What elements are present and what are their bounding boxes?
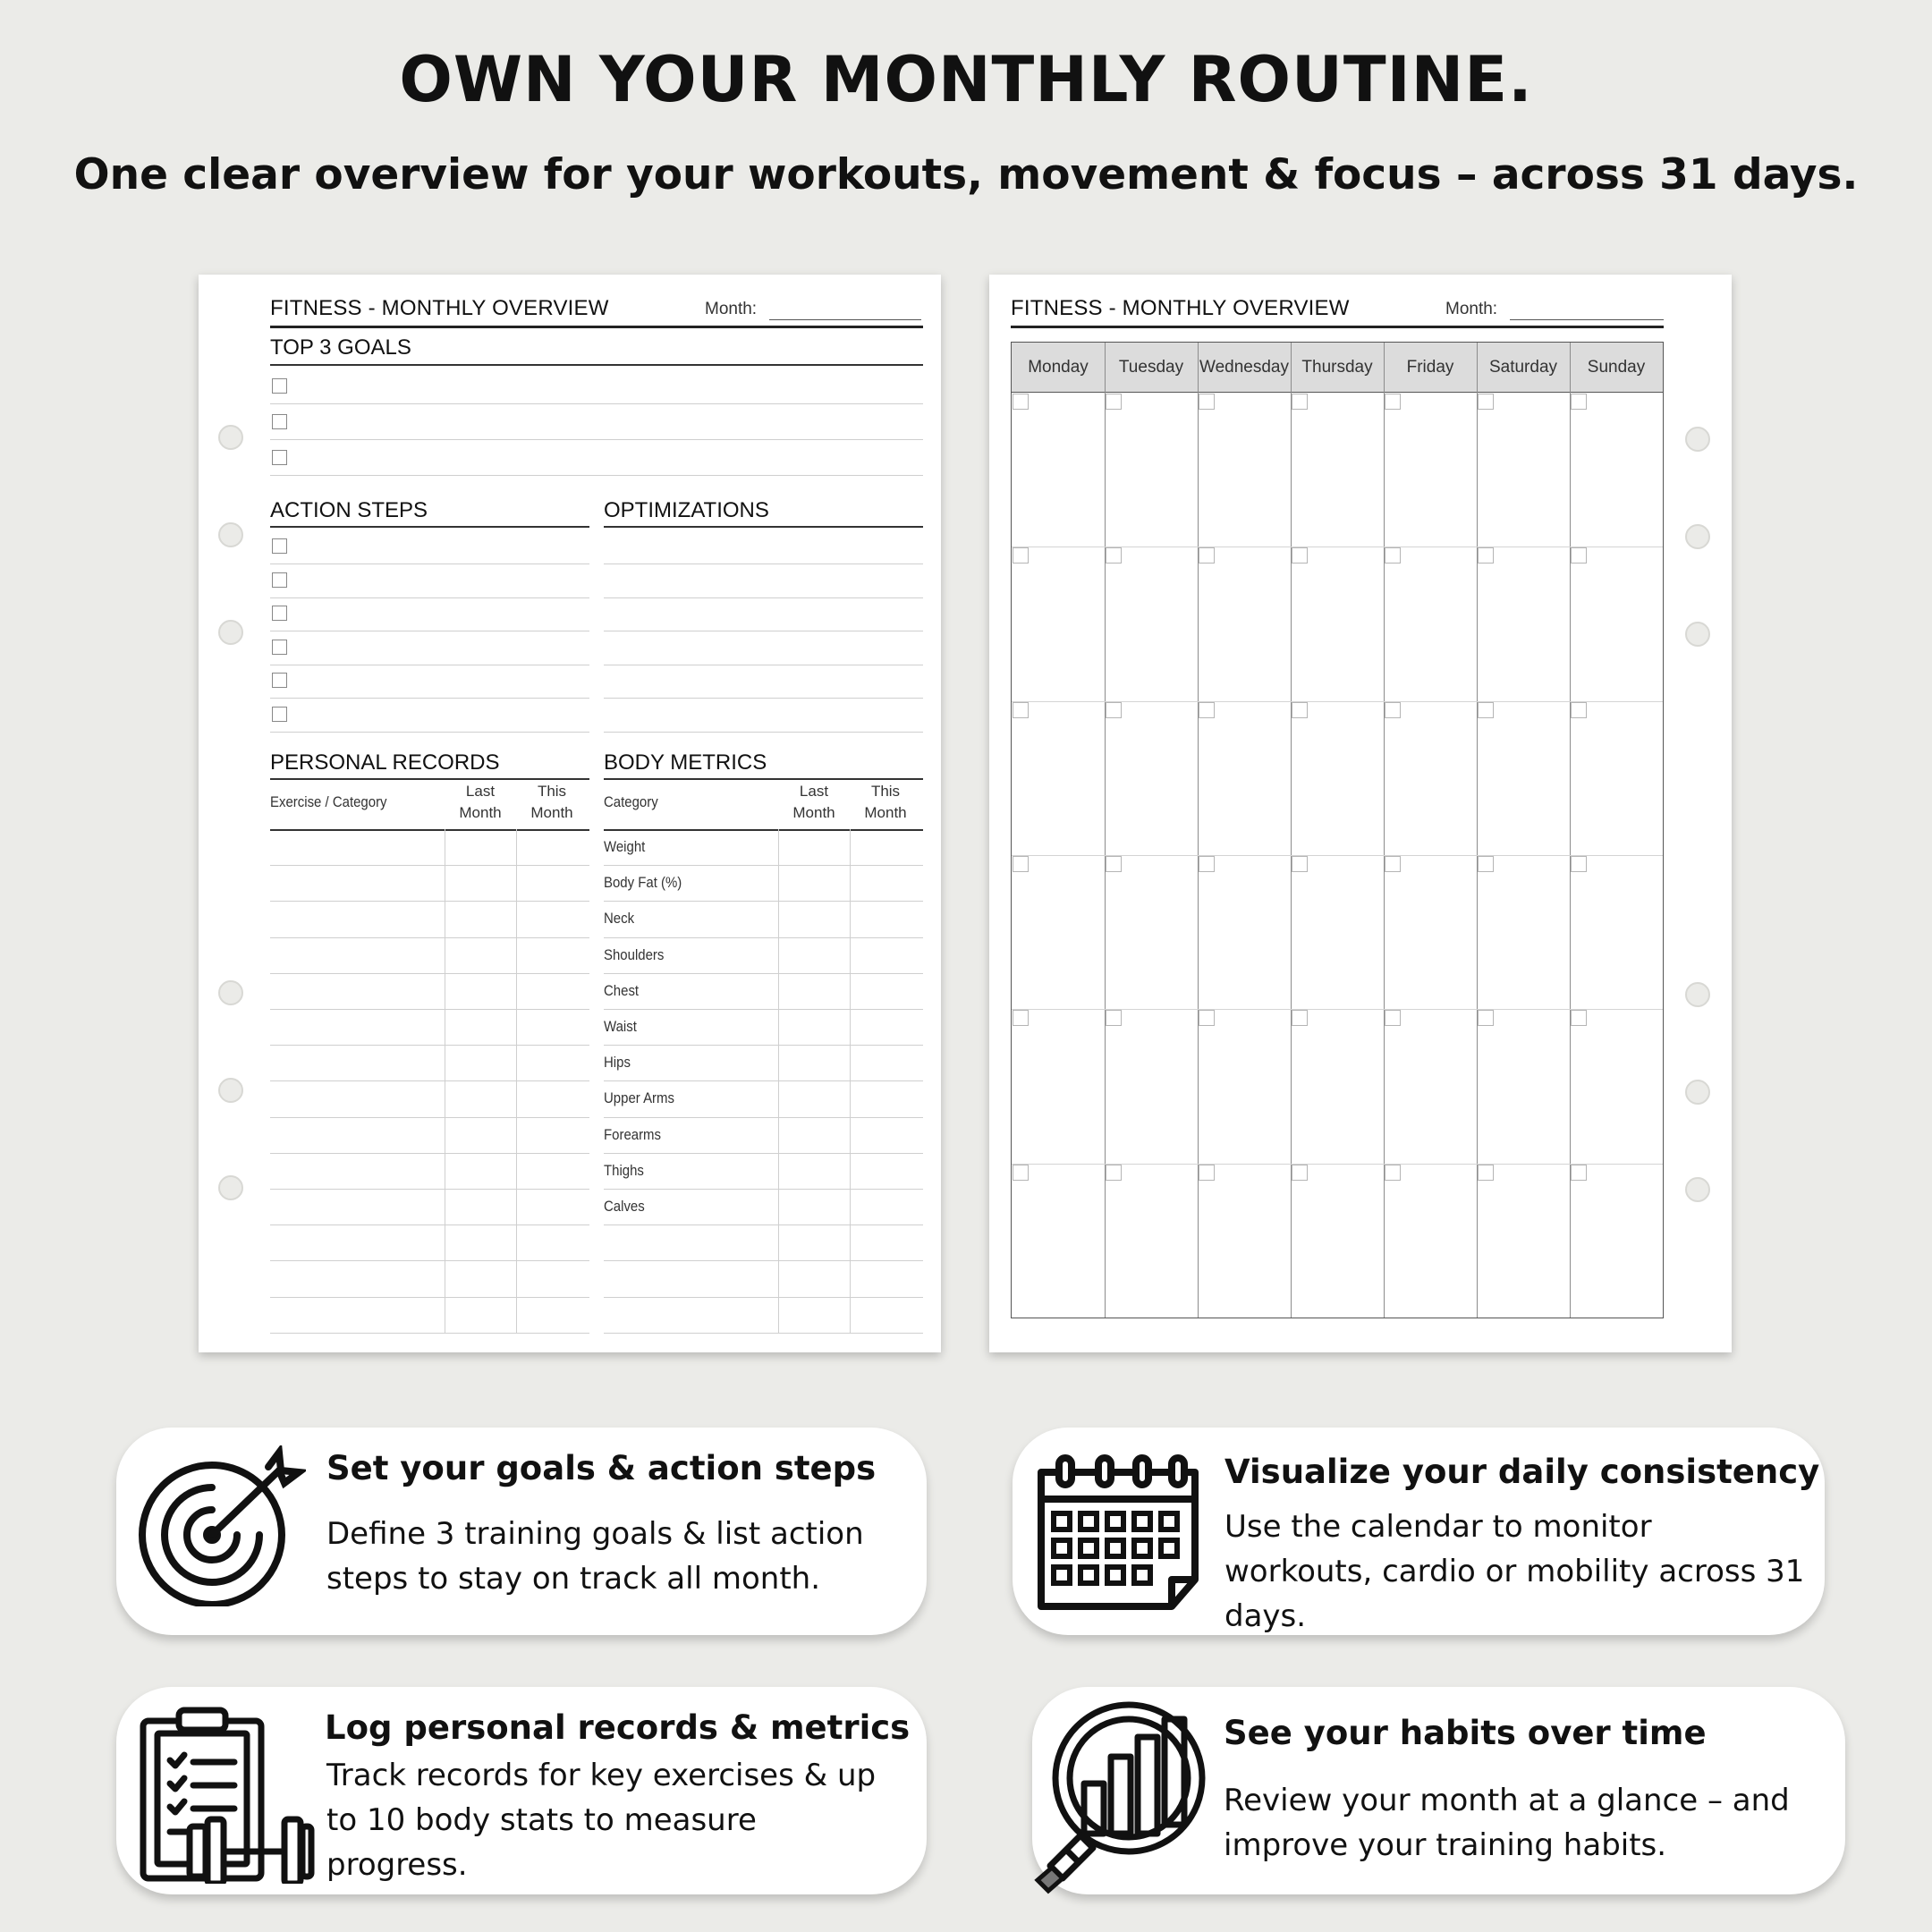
- punch-hole: [218, 620, 243, 645]
- body-metrics-title: BODY METRICS: [604, 750, 767, 775]
- calendar-day-checkbox[interactable]: [1199, 702, 1215, 718]
- col-last-month: [445, 781, 516, 824]
- punch-hole: [1685, 427, 1710, 452]
- calendar-day-checkbox[interactable]: [1385, 1165, 1401, 1181]
- monthly-calendar: [1011, 342, 1664, 1318]
- calendar-day-checkbox[interactable]: [1385, 394, 1401, 410]
- action-step-checkbox[interactable]: [272, 673, 287, 688]
- calendar-day-checkbox[interactable]: [1385, 856, 1401, 872]
- calendar-icon: [1029, 1454, 1208, 1615]
- feature-card-goals: [116, 1428, 927, 1635]
- metric-label: Upper Arms: [604, 1089, 674, 1107]
- feature-title: Set your goals & action steps: [326, 1449, 877, 1487]
- calendar-day-checkbox[interactable]: [1199, 856, 1215, 872]
- calendar-day-checkbox[interactable]: [1571, 1165, 1587, 1181]
- calendar-day-checkbox[interactable]: [1013, 856, 1029, 872]
- punch-hole: [1685, 1177, 1710, 1202]
- goal-checkbox[interactable]: [272, 378, 287, 394]
- action-step-checkbox[interactable]: [272, 640, 287, 655]
- record-row-line[interactable]: [270, 901, 589, 902]
- metric-row-line[interactable]: [604, 1045, 923, 1046]
- planner-sheet-goals: [199, 275, 941, 1352]
- record-row-line[interactable]: [270, 1297, 589, 1298]
- calendar-day-checkbox[interactable]: [1013, 1165, 1029, 1181]
- metric-label: Neck: [604, 910, 635, 928]
- calendar-day-checkbox[interactable]: [1013, 702, 1029, 718]
- calendar-day-checkbox[interactable]: [1385, 702, 1401, 718]
- table-header-rule: [270, 829, 589, 831]
- col-this-label: This: [537, 783, 567, 800]
- optimization-line[interactable]: [604, 597, 923, 598]
- record-row-line[interactable]: [270, 973, 589, 974]
- record-row-line[interactable]: [270, 937, 589, 938]
- calendar-day-thursday: Thursday: [1301, 358, 1373, 377]
- calendar-day-checkbox[interactable]: [1106, 1165, 1122, 1181]
- magnifier-chart-icon: [1032, 1701, 1211, 1894]
- action-step-line[interactable]: [270, 597, 589, 598]
- goals-title: TOP 3 GOALS: [270, 335, 411, 360]
- punch-hole: [218, 1078, 243, 1103]
- subheadline: One clear overview for your workouts, movement & focus – across 31 days.: [73, 150, 1859, 199]
- calendar-day-checkbox[interactable]: [1385, 547, 1401, 564]
- month-field[interactable]: [1510, 319, 1664, 320]
- metric-label: Chest: [604, 981, 640, 999]
- calendar-day-checkbox[interactable]: [1199, 394, 1215, 410]
- metric-row-line[interactable]: [604, 901, 923, 902]
- calendar-day-checkbox[interactable]: [1292, 547, 1308, 564]
- calendar-day-tuesday: Tuesday: [1118, 358, 1184, 377]
- col-this-month: [516, 781, 588, 824]
- table-column-divider: [778, 829, 779, 1333]
- col-last-label: Last: [465, 783, 496, 800]
- calendar-day-checkbox[interactable]: [1292, 856, 1308, 872]
- feature-title: Log personal records & metrics: [325, 1708, 911, 1747]
- table-column-divider: [516, 829, 517, 1333]
- calendar-day-checkbox[interactable]: [1199, 1165, 1215, 1181]
- goal-line[interactable]: [270, 403, 923, 404]
- calendar-day-checkbox[interactable]: [1013, 394, 1029, 410]
- metric-label: Calves: [604, 1198, 645, 1215]
- metric-row-line[interactable]: [604, 1117, 923, 1118]
- optimization-line[interactable]: [604, 732, 923, 733]
- calendar-day-checkbox[interactable]: [1292, 394, 1308, 410]
- planner-sheet-calendar: [989, 275, 1732, 1352]
- action-step-checkbox[interactable]: [272, 707, 287, 722]
- metric-row-line[interactable]: [604, 1333, 923, 1334]
- record-row-line[interactable]: [270, 1153, 589, 1154]
- calendar-day-checkbox[interactable]: [1199, 1010, 1215, 1026]
- calendar-day-checkbox[interactable]: [1478, 856, 1494, 872]
- record-row-line[interactable]: [270, 1117, 589, 1118]
- calendar-day-checkbox[interactable]: [1478, 702, 1494, 718]
- metric-label: Thighs: [604, 1161, 644, 1179]
- calendar-day-checkbox[interactable]: [1478, 1165, 1494, 1181]
- section-rule: [604, 778, 923, 780]
- calendar-day-checkbox[interactable]: [1106, 394, 1122, 410]
- calendar-day-friday: Friday: [1406, 358, 1454, 377]
- record-row-line[interactable]: [270, 865, 589, 866]
- title-rule: [270, 326, 923, 328]
- record-row-line[interactable]: [270, 1045, 589, 1046]
- section-rule: [270, 364, 923, 366]
- calendar-day-checkbox[interactable]: [1106, 547, 1122, 564]
- col-month-label: Month: [792, 804, 835, 821]
- calendar-day-checkbox[interactable]: [1013, 1010, 1029, 1026]
- punch-hole: [218, 1175, 243, 1200]
- calendar-day-checkbox[interactable]: [1199, 547, 1215, 564]
- metric-row-line[interactable]: [604, 1189, 923, 1190]
- feature-card-records: [116, 1687, 927, 1894]
- clipboard-dumbbell-icon: [136, 1705, 315, 1884]
- col-this-label: This: [870, 783, 901, 800]
- table-column-divider: [850, 829, 851, 1333]
- metric-label: Shoulders: [604, 945, 665, 963]
- col-month-label: Month: [864, 804, 907, 821]
- punch-hole: [1685, 982, 1710, 1007]
- punch-hole: [218, 522, 243, 547]
- calendar-day-checkbox[interactable]: [1292, 1010, 1308, 1026]
- feature-text: Use the calendar to monitor workouts, cardio or mobility across 31 days.: [1224, 1509, 1805, 1634]
- feature-card-habits: [1032, 1687, 1845, 1894]
- calendar-day-checkbox[interactable]: [1106, 702, 1122, 718]
- col-category: Category: [604, 793, 658, 810]
- metric-label: Weight: [604, 838, 646, 855]
- month-label: Month:: [1445, 300, 1498, 318]
- feature-text: Review your month at a glance – and improve your training habits.: [1224, 1783, 1790, 1863]
- col-month-label: Month: [459, 804, 502, 821]
- calendar-day-checkbox[interactable]: [1106, 1010, 1122, 1026]
- punch-hole: [1685, 1080, 1710, 1105]
- sheet-title: FITNESS - MONTHLY OVERVIEW: [1011, 296, 1350, 320]
- record-row-line[interactable]: [270, 1009, 589, 1010]
- section-rule: [270, 526, 589, 528]
- record-row-line[interactable]: [270, 1333, 589, 1334]
- metric-row-line[interactable]: [604, 1297, 923, 1298]
- calendar-day-checkbox[interactable]: [1478, 394, 1494, 410]
- goal-line[interactable]: [270, 439, 923, 440]
- calendar-day-checkbox[interactable]: [1106, 856, 1122, 872]
- record-row-line[interactable]: [270, 1260, 589, 1261]
- metric-row-line[interactable]: [604, 937, 923, 938]
- col-exercise-category: Exercise / Category: [270, 793, 387, 810]
- metric-row-line[interactable]: [604, 1260, 923, 1261]
- optimization-line[interactable]: [604, 698, 923, 699]
- calendar-day-checkbox[interactable]: [1292, 1165, 1308, 1181]
- calendar-day-sunday: Sunday: [1587, 358, 1646, 377]
- section-rule: [270, 778, 589, 780]
- record-row-line[interactable]: [270, 1080, 589, 1081]
- calendar-day-checkbox[interactable]: [1571, 1010, 1587, 1026]
- calendar-day-checkbox[interactable]: [1385, 1010, 1401, 1026]
- personal-records-title: PERSONAL RECORDS: [270, 750, 500, 775]
- calendar-day-checkbox[interactable]: [1571, 394, 1587, 410]
- month-label: Month:: [705, 300, 758, 318]
- month-field[interactable]: [769, 319, 921, 320]
- goal-checkbox[interactable]: [272, 414, 287, 429]
- headline: OWN YOUR MONTHLY ROUTINE.: [399, 43, 1533, 116]
- metric-row-line[interactable]: [604, 1009, 923, 1010]
- goal-checkbox[interactable]: [272, 450, 287, 465]
- action-steps-title: ACTION STEPS: [270, 498, 428, 522]
- action-step-checkbox[interactable]: [272, 538, 287, 554]
- goal-line[interactable]: [270, 475, 923, 476]
- col-last-month: [778, 781, 850, 824]
- metric-label: Waist: [604, 1018, 637, 1035]
- metric-label: Hips: [604, 1054, 631, 1072]
- feature-text: Track records for key exercises & up to 10 body stats to measure progress.: [326, 1758, 877, 1883]
- metric-row-line[interactable]: [604, 865, 923, 866]
- table-header-rule: [604, 829, 923, 831]
- action-step-checkbox[interactable]: [272, 572, 287, 588]
- record-row-line[interactable]: [270, 1189, 589, 1190]
- metric-row-line[interactable]: [604, 973, 923, 974]
- metric-row-line[interactable]: [604, 1080, 923, 1081]
- punch-hole: [218, 980, 243, 1005]
- col-month-label: Month: [530, 804, 573, 821]
- calendar-day-checkbox[interactable]: [1013, 547, 1029, 564]
- title-rule: [1011, 326, 1664, 328]
- calendar-day-checkbox[interactable]: [1292, 702, 1308, 718]
- section-rule: [604, 526, 923, 528]
- metric-row-line[interactable]: [604, 1153, 923, 1154]
- calendar-day-monday: Monday: [1028, 358, 1089, 377]
- sheet-title: FITNESS - MONTHLY OVERVIEW: [270, 296, 609, 320]
- calendar-day-checkbox[interactable]: [1571, 702, 1587, 718]
- punch-hole: [1685, 524, 1710, 549]
- calendar-day-checkbox[interactable]: [1571, 856, 1587, 872]
- feature-card-calendar: [1013, 1428, 1825, 1635]
- calendar-day-wednesday: Wednesday: [1199, 358, 1289, 377]
- calendar-day-checkbox[interactable]: [1571, 547, 1587, 564]
- punch-hole: [1685, 622, 1710, 647]
- col-this-month: [850, 781, 921, 824]
- calendar-day-saturday: Saturday: [1488, 358, 1558, 377]
- calendar-day-checkbox[interactable]: [1478, 547, 1494, 564]
- punch-hole: [218, 425, 243, 450]
- calendar-day-checkbox[interactable]: [1478, 1010, 1494, 1026]
- col-last-label: Last: [799, 783, 829, 800]
- action-step-line[interactable]: [270, 698, 589, 699]
- metric-row-line[interactable]: [604, 1224, 923, 1225]
- action-step-checkbox[interactable]: [272, 606, 287, 621]
- metric-label: Body Fat (%): [604, 874, 682, 892]
- feature-title: Visualize your daily consistency: [1224, 1453, 1820, 1491]
- optimizations-title: OPTIMIZATIONS: [604, 498, 769, 522]
- feature-text: Define 3 training goals & list action steps to stay on track all month.: [326, 1516, 864, 1597]
- target-icon: [136, 1445, 306, 1606]
- action-step-line[interactable]: [270, 732, 589, 733]
- feature-title: See your habits over time: [1224, 1714, 1707, 1752]
- calendar-header: [1012, 343, 1663, 393]
- metric-label: Forearms: [604, 1125, 662, 1143]
- record-row-line[interactable]: [270, 1224, 589, 1225]
